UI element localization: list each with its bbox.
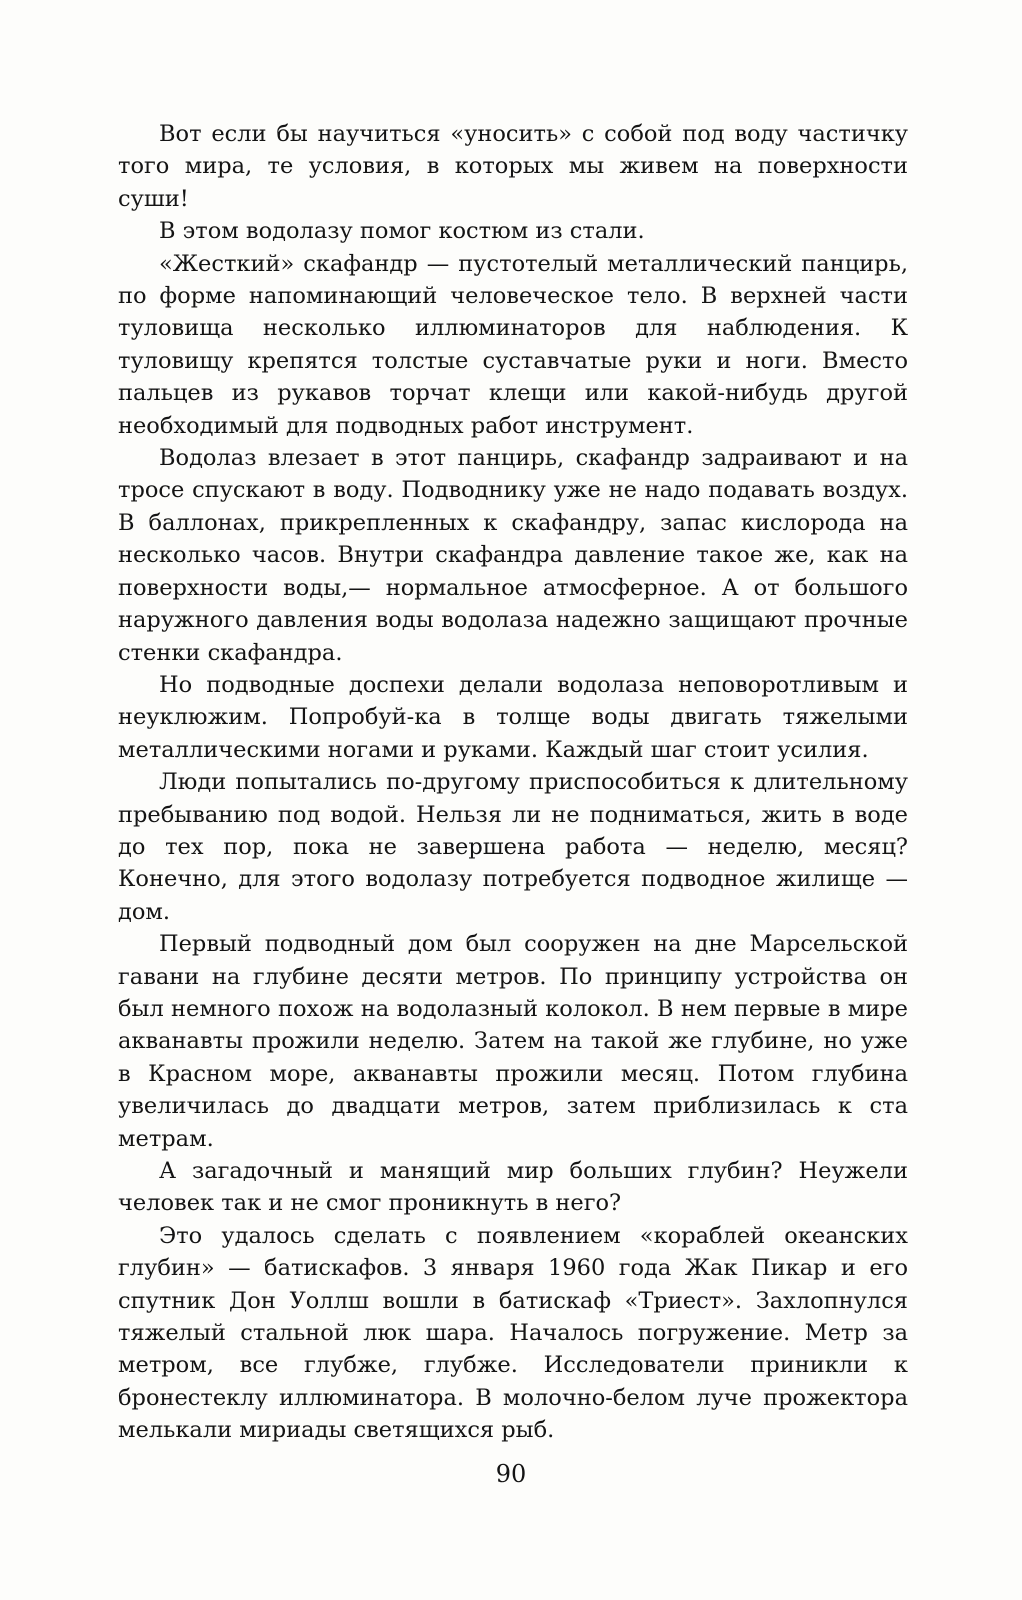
paragraph-4: Водолаз влезает в этот панцирь, скафандр задраивают и на тросе спускают в воду. Подводнику уже не надо подавать воздух. В баллонах, прикрепленных к скафандру, запас кислорода на несколько часов. Внутри скафандра давление такое же, как на поверхности воды,— нормальное атмосферное. А от большого наружного давления воды водолаза надежно защищают прочные стенки скафандра. bbox=[118, 445, 908, 666]
page-number: 90 bbox=[495, 1460, 527, 1488]
paragraph-5: Но подводные доспехи делали водолаза неповоротливым и неуклюжим. Попробуй-ка в толще воды двигать тяжелыми металлическими ногами и руками. Каждый шаг стоит усилия. bbox=[118, 671, 908, 763]
page-text bbox=[118, 118, 908, 1447]
paragraph-8: А загадочный и манящий мир больших глубин? Неужели человек так и не смог проникнуть в него? bbox=[118, 1158, 908, 1217]
paragraph-7: Первый подводный дом был сооружен на дне Марсельской гавани на глубине десяти метров. По принципу устройства он был немного похож на водолазный колокол. В нем первые в мире акванавты прожили неделю. Затем на такой же глубине, но уже в Красном море, акванавты прожили месяц. Потом глубина увеличилась до двадцати метров, затем приблизилась к ста метрам. bbox=[118, 931, 908, 1152]
paragraph-6: Люди попытались по-другому приспособиться к длительному пребыванию под водой. Нельзя ли не подниматься, жить в воде до тех пор, пока не завершена работа — неделю, месяц? Конечно, для этого водолазу потребуется подводное жилище — дом. bbox=[118, 769, 908, 925]
paragraph-2: В этом водолазу помог костюм из стали. bbox=[159, 218, 645, 245]
paragraph-1: Вот если бы научиться «уносить» с собой под воду частичку того мира, те условия, в которых мы живем на поверхности суши! bbox=[118, 121, 908, 212]
paragraph-9: Это удалось сделать с появлением «кораблей океанских глубин» — батискафов. 3 января 1960 года Жак Пикар и его спутник Дон Уоллш вошли в батискаф «Триест». Захлопнулся тяжелый стальной люк шара. Началось погружение. Метр за метром, все глубже, глубже. Исследователи приникли к бронестеклу иллюминатора. В молочно-белом луче прожектора мелькали мириады светящихся рыб. bbox=[118, 1222, 908, 1444]
paragraph-3: «Жесткий» скафандр — пустотелый металлический панцирь, по форме напоминающий человеческое тело. В верхней части туловища несколько иллюминаторов для наблюдения. К туловищу крепятся толстые суставчатые руки и ноги. Вместо пальцев из рукавов торчат клещи или какой-нибудь другой необходимый для подводных работ инструмент. bbox=[118, 250, 908, 439]
